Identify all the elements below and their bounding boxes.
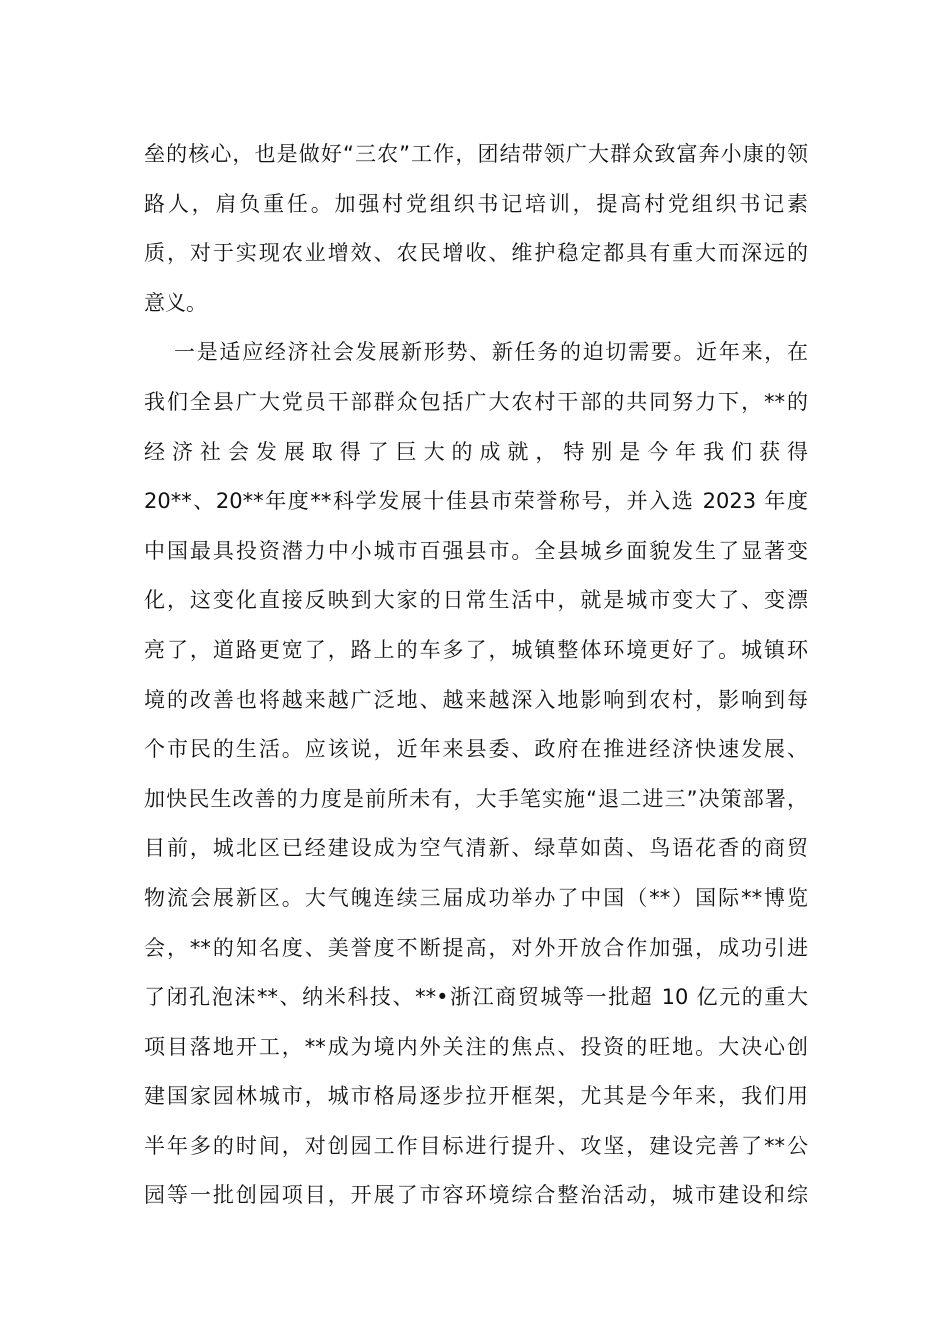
text-line: 意义。 (144, 290, 207, 315)
text-line: 项目落地开工，**成为境内外关注的焦点、投资的旺地。大决心创 (144, 1034, 808, 1059)
text-line: 境的改善也将越来越广泛地、越来越深入地影响到农村，影响到每 (144, 687, 808, 712)
text-line: 路人，肩负重任。加强村党组织书记培训，提高村党组织书记素 (144, 191, 808, 216)
text-line: 个市民的生活。应该说，近年来县委、政府在推进经济快速发展、 (144, 737, 808, 762)
text-line: 半年多的时间，对创园工作目标进行提升、攻坚，建设完善了**公 (144, 1133, 808, 1158)
text-line: 经济社会发展取得了巨大的成就，特别是今年我们获得 (144, 439, 808, 464)
text-line: 物流会展新区。大气魄连续三届成功举办了中国（**）国际**博览 (144, 885, 808, 910)
paragraph-1 (144, 130, 808, 328)
text-line: 了闭孔泡沫**、纳米科技、**•浙江商贸城等一批超 10 亿元的重大 (144, 985, 808, 1010)
text-line: 亮了，道路更宽了，路上的车多了，城镇整体环境更好了。城镇环 (144, 637, 808, 662)
text-line: 建国家园林城市，城市格局逐步拉开框架，尤其是今年来，我们用 (144, 1084, 808, 1109)
text-line: 20**、20**年度**科学发展十佳县市荣誉称号，并入选 2023 年度 (144, 489, 808, 514)
text-line: 中国最具投资潜力中小城市百强县市。全县城乡面貌发生了显著变 (144, 538, 808, 563)
text-line: 我们全县广大党员干部群众包括广大农村干部的共同努力下，**的 (144, 389, 808, 414)
text-line: 化，这变化直接反映到大家的日常生活中，就是城市变大了、变漂 (144, 588, 808, 613)
paragraph-2 (144, 328, 808, 1221)
text-line: 一是适应经济社会发展新形势、新任务的迫切需要。近年来，在 (174, 340, 808, 365)
text-line: 加快民生改善的力度是前所未有，大手笔实施“退二进三”决策部署， (144, 786, 808, 811)
text-line: 园等一批创园项目，开展了市容环境综合整治活动，城市建设和综 (144, 1183, 808, 1208)
text-line: 会，**的知名度、美誉度不断提高，对外开放合作加强，成功引进 (144, 935, 808, 960)
text-line: 目前，城北区已经建设成为空气清新、绿草如茵、鸟语花香的商贸 (144, 836, 808, 861)
body-text (144, 130, 808, 1221)
text-line: 垒的核心，也是做好“三农”工作，团结带领广大群众致富奔小康的领 (144, 142, 808, 166)
text-line: 质，对于实现农业增效、农民增收、维护稳定都具有重大而深远的 (144, 241, 808, 266)
